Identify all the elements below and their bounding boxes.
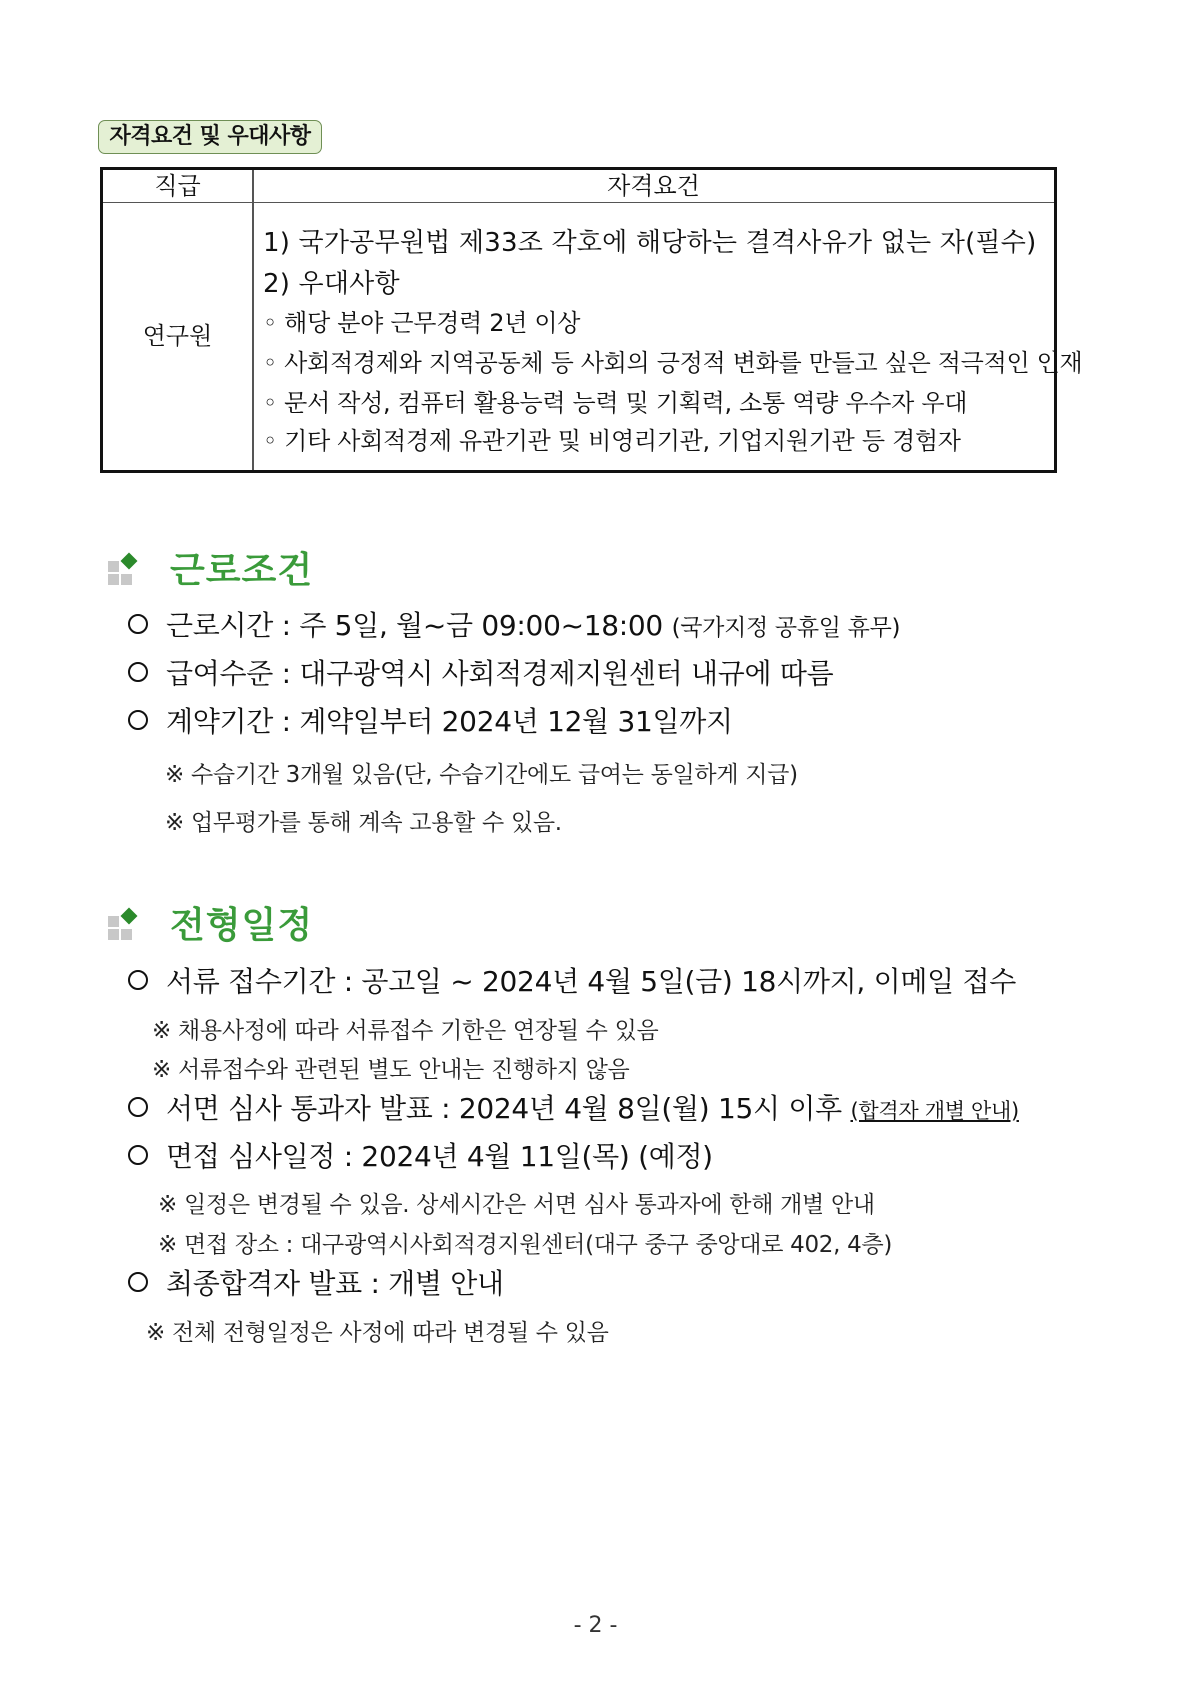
schedule-note: ※ 면접 장소 : 대구광역시사회적경지원센터(대구 중구 중앙대로 402, 4층) (158, 1232, 893, 1258)
work-note: ※ 업무평가를 통해 계속 고용할 수 있음. (165, 810, 562, 836)
circle-bullet-icon (128, 970, 148, 990)
circle-bullet-icon (128, 710, 148, 730)
circle-bullet-icon (128, 614, 148, 634)
preference-item: ◦ 기타 사회적경제 유관기관 및 비영리기관, 기업지원기관 등 경험자 (263, 427, 961, 455)
header-requirements: 자격요건 (607, 172, 700, 200)
column-divider (252, 170, 254, 470)
holiday-note: (국가지정 공휴일 휴무) (671, 615, 901, 641)
schedule-final: 최종합격자 발표 : 개별 안내 (128, 1262, 504, 1302)
section-title-schedule: 전형일정 (170, 905, 314, 946)
schedule-interview: 면접 심사일정 : 2024년 4월 11일(목) (예정) (128, 1135, 713, 1175)
preference-item: ◦ 해당 분야 근무경력 2년 이상 (263, 309, 581, 337)
requirement-mandatory: 1) 국가공무원법 제33조 각호에 해당하는 결격사유가 없는 자(필수) (263, 228, 1037, 258)
work-pay: 급여수준 : 대구광역시 사회적경제지원센터 내규에 따름 (128, 652, 833, 692)
work-note: ※ 수습기간 3개월 있음(단, 수습기간에도 급여는 동일하게 지급) (165, 762, 798, 788)
preference-item: ◦ 문서 작성, 컴퓨터 활용능력 능력 및 기획력, 소통 역량 우수자 우대 (263, 389, 968, 417)
work-hours: 근로시간 : 주 5일, 월~금 09:00~18:00 (국가지정 공휴일 휴무) (128, 604, 900, 644)
schedule-note: ※ 일정은 변경될 수 있음. 상세시간은 서면 심사 통과자에 한해 개별 안내 (158, 1192, 875, 1218)
section-bullet-icon (108, 553, 138, 583)
schedule-document: 서류 접수기간 : 공고일 ~ 2024년 4월 5일(금) 18시까지, 이메일 접수 (128, 960, 1016, 1000)
qualification-tag: 자격요건 및 우대사항 (98, 120, 322, 154)
circle-bullet-icon (128, 662, 148, 682)
individual-notice: (합격자 개별 안내) (850, 1099, 1019, 1123)
schedule-note: ※ 채용사정에 따라 서류접수 기한은 연장될 수 있음 (152, 1018, 659, 1044)
circle-bullet-icon (128, 1272, 148, 1292)
qualification-table (100, 167, 1083, 473)
work-period: 계약기간 : 계약일부터 2024년 12월 31일까지 (128, 700, 733, 740)
section-bullet-icon (108, 908, 138, 938)
table-header-row (103, 170, 1054, 203)
rank-cell: 연구원 (142, 322, 213, 350)
header-rank: 직급 (154, 172, 201, 200)
schedule-note: ※ 서류접수와 관련된 별도 안내는 진행하지 않음 (152, 1057, 630, 1083)
preference-item: ◦ 사회적경제와 지역공동체 등 사회의 긍정적 변화를 만들고 싶은 적극적인 인재 (263, 349, 1083, 377)
requirement-preference-heading: 2) 우대사항 (263, 269, 400, 299)
page-number: - 2 - (573, 1613, 618, 1638)
schedule-written-result: 서면 심사 통과자 발표 : 2024년 4월 8일(월) 15시 이후 (합격자 개별 안내) (128, 1087, 1019, 1127)
section-title-work: 근로조건 (170, 550, 314, 591)
schedule-note: ※ 전체 전형일정은 사정에 따라 변경될 수 있음 (146, 1320, 609, 1346)
circle-bullet-icon (128, 1145, 148, 1165)
circle-bullet-icon (128, 1097, 148, 1117)
